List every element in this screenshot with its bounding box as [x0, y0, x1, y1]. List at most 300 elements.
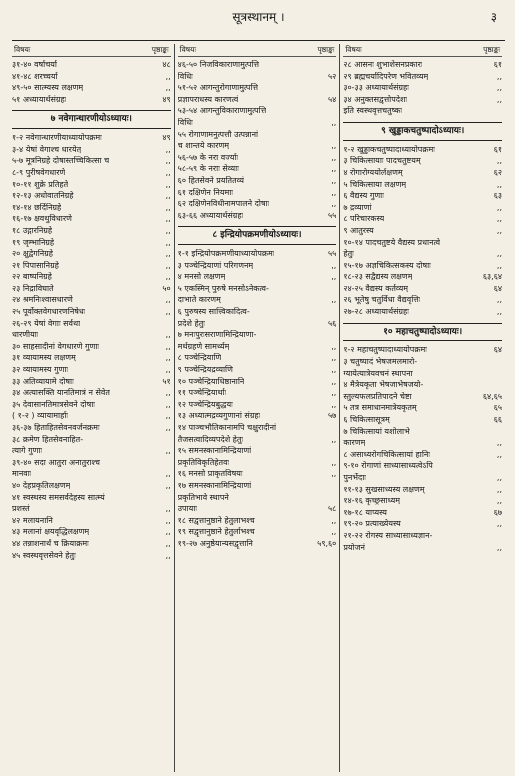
entry-text: १०-१४ पादचतुष्टये वैद्यस्य प्रधानत्वे	[343, 237, 441, 247]
index-entry	[178, 271, 337, 283]
entry-text: च शान्तये कारणम्	[177, 141, 230, 151]
index-entry	[343, 414, 502, 426]
entry-text: २६ भूतेषु चतुर्विधा वैद्यवृत्तिः	[343, 295, 421, 305]
entry-text: दाभाते कारणम्	[177, 295, 221, 305]
index-entry	[343, 94, 502, 106]
entry-text: ६२ दक्षिणेनविधीनामपालने दोषाः	[177, 199, 270, 209]
index-entry	[343, 144, 502, 156]
entry-page: ६४,६५	[482, 391, 503, 401]
entry-text: प्रयोजनं	[343, 542, 365, 552]
entry-page: ५८	[328, 504, 337, 514]
entry-page: ६६	[493, 415, 503, 425]
index-entry	[343, 391, 502, 403]
chapter-heading: ९ खुड्डाकचतुष्पादोऽध्यायः।	[343, 122, 502, 141]
entry-page: ४९	[162, 94, 171, 104]
entry-page: ६२	[493, 167, 503, 177]
entry-text: उपायाः	[177, 504, 197, 514]
entry-page: ५६	[328, 318, 337, 328]
entry-text: ६ पुरुषस्य सात्त्विकादित्व-	[177, 307, 250, 317]
entry-text: ८ पञ्चेन्द्रियाणि	[177, 353, 222, 363]
entry-page: ,,	[165, 156, 171, 166]
index-entry	[343, 179, 502, 191]
entry-page: ,,	[496, 260, 503, 270]
entry-text: २२ बाष्पनिग्रहे	[12, 272, 52, 282]
entry-text: ९ आतुरस्य	[343, 225, 374, 235]
index-entry	[12, 550, 171, 562]
entry-text: मानवाः	[12, 469, 32, 479]
index-entry	[12, 515, 171, 527]
entry-text: ४ रोगारोग्ययोर्लक्षणम्	[343, 167, 403, 177]
entry-text: ६ वैद्यस्य गुणाः	[343, 191, 384, 201]
index-entry	[178, 329, 337, 341]
entry-text: ५१ अध्यायार्थसंग्रहः	[12, 94, 67, 104]
index-entry	[12, 190, 171, 202]
index-entry	[178, 468, 337, 480]
column-body	[178, 59, 337, 550]
entry-text: पुनर्भेदाः	[343, 473, 366, 482]
entry-text: ३ चिकित्सायाः पादचतुष्टयम्	[343, 156, 421, 166]
entry-page: ,,	[331, 117, 337, 127]
index-entry	[178, 538, 337, 550]
entry-page: ,,	[165, 330, 171, 340]
entry-page: ,,	[165, 550, 171, 560]
entry-page: ,,	[165, 191, 171, 201]
entry-page: ,,	[331, 376, 337, 386]
index-entry	[178, 117, 337, 129]
entry-page: ,,	[165, 272, 171, 282]
entry-text: प्रज्ञापराधस्य कारणत्वं	[177, 94, 239, 104]
index-entry	[12, 538, 171, 550]
entry-text: २६-२९ येषां वेगाः सर्वथा	[12, 318, 81, 328]
index-entry	[178, 187, 337, 199]
entry-text: ३०-३३ अध्यायार्थसंग्रहः	[343, 83, 409, 93]
entry-text: २५ पूर्वोक्तवेगधारणनिषेधः	[12, 307, 86, 317]
entry-text: ४६-५० निजविकाराणामुत्पत्ति	[177, 60, 259, 69]
entry-text: ६१ दक्षिणेन नियमाः	[177, 187, 233, 197]
index-entry	[178, 210, 337, 222]
entry-page: ,,	[165, 237, 171, 247]
index-entry	[12, 179, 171, 191]
entry-page: ६५	[493, 403, 503, 413]
entry-page: ,,	[331, 365, 337, 375]
index-entry	[178, 82, 337, 94]
entry-text: १९ सद्वृत्तानुष्ठाने हेतुर्लाभश्च	[177, 527, 255, 537]
entry-page: ,,	[331, 141, 337, 151]
index-entry	[12, 260, 171, 272]
entry-text: ९ पञ्चेन्द्रियद्रव्याणि	[177, 365, 233, 375]
index-entry	[343, 260, 502, 272]
index-entry	[178, 364, 337, 376]
entry-page: ,,	[165, 144, 171, 154]
entry-page: ४९	[162, 133, 171, 143]
entry-text: ३५ देवासानतिमात्रसेवने दोषाः	[12, 399, 95, 409]
entry-page: ,,	[331, 434, 337, 444]
entry-page: ,,	[165, 527, 171, 537]
index-entry	[178, 341, 337, 353]
index-entry	[343, 449, 502, 461]
index-entry	[343, 542, 502, 554]
index-entry	[12, 410, 171, 422]
entry-page: ,,	[331, 527, 337, 537]
entry-text: ५५ रोगाणामनुत्पत्तौ उत्पन्नानां	[177, 129, 259, 139]
entry-text: ३८ क्रमेण हितसेवनाहित-	[12, 434, 84, 444]
index-entry	[343, 495, 502, 507]
entry-text: १-२ नवेगान्धारणीयाध्यायोपक्रमः	[12, 133, 102, 143]
entry-page: ,,	[496, 249, 503, 259]
entry-text: १-१ इन्द्रियोपक्रमणीयाध्यायोपक्रमः	[177, 249, 275, 259]
index-entry	[12, 352, 171, 364]
entry-page: ,,	[331, 152, 337, 162]
entry-text: २७-२८ अध्यायार्थसंग्रहः	[343, 307, 409, 317]
entry-page: ,,	[165, 469, 171, 479]
entry-text: ४४ तन्नाशनार्थं च क्रियाक्रमः	[12, 538, 89, 548]
entry-text: प्रकृतिविकृतिहेतवः	[177, 457, 230, 467]
entry-text: ६० हितसेवने प्रयतितव्यं	[177, 175, 245, 185]
entry-page: ,,	[331, 469, 337, 479]
entry-text: ४ मैत्रेयकृता भेषजाभेषजयो-	[343, 380, 424, 390]
index-entry	[178, 198, 337, 210]
index-entry	[343, 402, 502, 414]
entry-text: ३१ व्यायामस्य लक्षणम्	[12, 353, 76, 363]
index-entry	[178, 318, 337, 330]
index-entry	[12, 237, 171, 249]
index-entry	[343, 356, 502, 368]
entry-page: ५४	[328, 94, 337, 104]
entry-page: ५५	[328, 210, 337, 220]
index-entry	[12, 526, 171, 538]
entry-page: ,,	[496, 71, 503, 81]
page-header	[12, 4, 505, 41]
index-entry	[178, 526, 337, 538]
page-number: ३	[490, 10, 497, 24]
entry-text: कारणम्	[343, 438, 366, 448]
entry-page: ,,	[165, 202, 171, 212]
index-entry	[12, 271, 171, 283]
entry-page: ६१	[493, 60, 503, 69]
index-entry	[178, 352, 337, 364]
chapter-heading: ८ इन्द्रियोपक्रमणीयोऽध्यायः।	[178, 226, 337, 245]
entry-text: १९-२७ अनुष्ठेयान्यसद्वृत्तानि	[177, 538, 253, 548]
index-entry	[343, 472, 502, 484]
entry-text: १४ पाञ्चभौतिकानामपि चक्षुरादीनां	[177, 423, 277, 433]
column-header-page: पृष्ठाङ्कः	[317, 45, 335, 54]
index-entry	[178, 294, 337, 306]
entry-text: ५६-५७ के नरा वर्ज्याः	[177, 152, 239, 162]
entry-text: ३४ अत्यासक्ति यानतिमात्रं न सेवेत	[12, 388, 110, 398]
index-entry	[178, 410, 337, 422]
index-entry	[12, 225, 171, 237]
entry-text: ७ मनःपुरःसराणामिन्द्रियाणा-	[177, 330, 257, 340]
index-entry	[12, 59, 171, 71]
index-entry	[178, 480, 337, 492]
index-entry	[12, 82, 171, 94]
entry-text: ३९-४० सदा आतुरा अनातुराश्च	[12, 457, 100, 467]
entry-text: ३० साहसादीनां वेगधारणे गुणाः	[12, 341, 99, 351]
entry-text: १०-११ शुक्रे प्रतिहते	[12, 179, 69, 189]
index-entry	[343, 59, 502, 71]
column-header-page: पृष्ठाङ्कः	[483, 45, 501, 54]
column-body	[12, 59, 171, 561]
entry-page: ,,	[496, 473, 503, 482]
entry-text: १६-१७ क्षवथुविधारणे	[12, 214, 72, 224]
entry-text: १४-१४ छर्दिनिग्रहे	[12, 202, 62, 212]
entry-page: ६३,६४	[482, 272, 503, 282]
index-entry	[12, 155, 171, 167]
entry-text: ३४ अनुक्तसद्वृत्तोपदेशः	[343, 94, 408, 104]
entry-text: ३१-४० वर्षाचर्या	[12, 60, 58, 69]
index-entry	[178, 163, 337, 175]
entry-text: ३-४ येषां वेगाश्च धारयेत्	[12, 144, 82, 154]
entry-page: ,,	[496, 156, 503, 166]
entry-text: विधिः	[177, 71, 193, 81]
entry-text: २३ निद्राविघाते	[12, 283, 54, 293]
index-entry	[343, 167, 502, 179]
index-entry	[12, 364, 171, 376]
entry-page: ,,	[496, 519, 503, 529]
index-entry	[343, 213, 502, 225]
entry-text: ११-१३ सुखसाध्यस्य लक्षणम्	[343, 484, 425, 494]
entry-page: ,,	[331, 341, 337, 351]
column-header	[178, 44, 337, 57]
index-entry	[178, 71, 337, 83]
entry-page: ,,	[331, 199, 337, 209]
index-entry	[12, 445, 171, 457]
entry-page: ६१	[493, 144, 503, 154]
column-2	[174, 44, 340, 772]
entry-page: ,,	[496, 295, 503, 305]
index-entry	[343, 507, 502, 519]
entry-text: १-२ महाचतुष्पादाध्यायोपक्रमः	[343, 345, 427, 355]
entry-page: ,,	[165, 504, 171, 514]
index-entry	[343, 105, 502, 117]
index-entry	[343, 518, 502, 530]
entry-text: २१ पिपासानिग्रहे	[12, 260, 59, 270]
entry-page: ,,	[165, 167, 171, 177]
entry-text: ५८-५९ के नराः सेव्याः	[177, 164, 239, 174]
entry-text: १२-१३ अधोवातनिग्रहे	[12, 191, 74, 201]
index-entry	[178, 515, 337, 527]
entry-text: प्रदेशे हेतुः	[177, 318, 205, 328]
index-entry	[178, 306, 337, 318]
entry-text: १८ उद्गारनिग्रहे	[12, 225, 53, 235]
column-header-subject: विषयः	[179, 45, 196, 54]
entry-page: ,,	[496, 202, 503, 212]
entry-text: १३ अध्यात्मद्रव्यगुणानां संग्रहः	[177, 411, 261, 421]
index-entry	[343, 294, 502, 306]
entry-page: ६४	[493, 345, 503, 355]
index-entry	[12, 132, 171, 144]
entry-text: ६३-६६ अध्यायार्थसंग्रहः	[177, 210, 244, 220]
entry-page: ,,	[165, 353, 171, 363]
index-entry	[12, 248, 171, 260]
entry-page: ,,	[165, 295, 171, 305]
entry-text: १२ पञ्चेन्द्रियबुद्धयः	[177, 399, 233, 409]
entry-page: ,,	[496, 179, 503, 189]
index-entry	[12, 503, 171, 515]
entry-text: ( १-२ ) व्यायामार्हाः	[12, 411, 69, 421]
entry-page: ५५	[328, 249, 337, 259]
index-entry	[12, 480, 171, 492]
entry-page: ५७	[328, 411, 337, 421]
index-entry	[343, 71, 502, 83]
entry-text: ४२ मलायनानि	[12, 515, 53, 525]
index-entry	[178, 152, 337, 164]
entry-text: २४ श्रमनिःश्वासधारणे	[12, 295, 73, 305]
entry-page: ,,	[496, 496, 503, 506]
entry-page: ,,	[331, 457, 337, 467]
entry-page: ६३	[493, 191, 503, 201]
index-entry	[178, 283, 337, 295]
entry-text: १४-१६ कृच्छ्रसाध्यम्	[343, 496, 401, 506]
index-columns	[12, 44, 505, 772]
entry-text: ५ तत्र समाधानमात्रेयकृतम्	[343, 403, 417, 413]
entry-text: २४-२५ वैद्यस्य कर्तव्यम्	[343, 283, 409, 293]
entry-page: ,,	[165, 83, 171, 93]
index-entry	[12, 399, 171, 411]
entry-page: ,,	[331, 295, 337, 305]
entry-text: ४ मनसो लक्षणम्	[177, 272, 226, 282]
index-entry	[178, 503, 337, 515]
index-entry	[12, 434, 171, 446]
index-entry	[178, 59, 337, 71]
index-entry	[343, 283, 502, 295]
entry-page: ,,	[165, 225, 171, 235]
entry-text: १६ मनसो प्राकृतविषयः	[177, 469, 243, 479]
entry-page: ,,	[165, 423, 171, 433]
entry-text: ५-७ मूत्रनिग्रहे दोषास्तच्चिकित्सा च	[12, 156, 110, 166]
entry-text: ४१ स्वस्थस्य समसर्वदेहस्य सात्म्यं	[12, 492, 105, 502]
entry-page: ४८	[162, 60, 171, 69]
entry-text: २१-२२ रोगस्य साध्यासाध्यज्ञान-	[343, 530, 433, 540]
index-entry	[178, 248, 337, 260]
entry-page: ,,	[165, 515, 171, 525]
entry-text: त्यागे गुणाः	[12, 446, 43, 456]
entry-text: प्रकृतिभावे स्थापने	[177, 492, 229, 502]
entry-page: ,,	[496, 214, 503, 224]
index-entry	[12, 422, 171, 434]
entry-page: ६४	[493, 283, 503, 293]
entry-page: ६७	[493, 507, 503, 517]
entry-text: ३ पञ्चेन्द्रियाणां परिगणनम्	[177, 260, 254, 270]
index-entry	[12, 167, 171, 179]
index-entry	[12, 294, 171, 306]
entry-text: ४१-४८ शरच्चर्या	[12, 71, 58, 81]
column-header-subject: विषयः	[345, 45, 362, 54]
entry-text: ८-९ पुरीषवेगधारणे	[12, 167, 66, 177]
entry-text: ४५ स्वस्थवृत्तसेवने हेतुः	[12, 550, 76, 560]
index-entry	[178, 140, 337, 152]
page-title: सूत्रस्थानम् ।	[232, 10, 285, 24]
index-entry	[12, 213, 171, 225]
entry-text: २८ आसनः शुभाशेसनप्रकारः	[343, 60, 423, 69]
column-header	[12, 44, 171, 57]
chapter-heading: ७ नवेगान्धारणीयोऽध्यायः।	[12, 110, 171, 129]
index-entry	[343, 379, 502, 391]
entry-text: ३६-३७ हिताहितसेवनवर्जनक्रमः	[12, 423, 100, 433]
entry-page: ,,	[165, 538, 171, 548]
entry-text: १७-१८ याप्यस्य	[343, 507, 387, 517]
index-entry	[343, 437, 502, 449]
entry-page: ,,	[331, 353, 337, 363]
index-entry	[12, 318, 171, 330]
entry-page: ,,	[331, 164, 337, 174]
entry-text: १५ समनस्कानामिन्द्रियाणां	[177, 446, 252, 456]
column-header	[343, 44, 502, 57]
entry-page: ,,	[165, 307, 171, 317]
index-entry	[178, 457, 337, 469]
index-entry	[343, 202, 502, 214]
index-entry	[178, 445, 337, 457]
entry-text: ५ एकस्मिन् पुरुषे मनसोऽनेकत्व-	[177, 283, 269, 293]
column-header-page: पृष्ठाङ्कः	[151, 45, 169, 54]
entry-page: ,,	[165, 179, 171, 189]
entry-page: ,,	[331, 260, 337, 270]
entry-page: ,,	[331, 272, 337, 282]
index-entry	[343, 306, 502, 318]
chapter-heading: १० महाचतुष्पादोऽध्यायः।	[343, 323, 502, 342]
index-entry	[12, 492, 171, 504]
entry-page: ,,	[165, 260, 171, 270]
entry-page: ,,	[165, 249, 171, 259]
index-entry	[178, 260, 337, 272]
entry-text: स्तुल्यफलप्रतिपादने चेष्टा	[343, 391, 412, 401]
entry-page: ,,	[496, 83, 503, 93]
column-3	[339, 44, 505, 772]
entry-page: ,,	[331, 388, 337, 398]
index-entry	[178, 422, 337, 434]
entry-page: ,,	[165, 341, 171, 351]
entry-page: ,,	[165, 388, 171, 398]
entry-text: ६ चिकित्सासूत्रम्	[343, 415, 390, 425]
entry-text: विधिः	[177, 117, 193, 127]
entry-text: ३ चतुष्पादं भेषजमलमारो-	[343, 357, 418, 367]
entry-page: ५०	[162, 283, 171, 293]
entry-text: ३२ व्यायामस्य गुणाः	[12, 365, 69, 375]
index-entry	[12, 376, 171, 388]
entry-text: ५ चिकित्साया लक्षणम्	[343, 179, 407, 189]
entry-page: ,,	[165, 480, 171, 490]
entry-text: हेतुः	[343, 249, 354, 259]
entry-text: तैजसत्वादिव्यपदेशे हेतुः	[177, 434, 244, 444]
index-entry	[343, 484, 502, 496]
index-entry	[178, 376, 337, 388]
entry-text: २९ ब्रह्मचर्यादिपरेण भवितव्यम्	[343, 71, 429, 81]
index-entry	[12, 387, 171, 399]
index-entry	[12, 457, 171, 469]
entry-page: ५१	[162, 376, 171, 386]
index-entry	[178, 129, 337, 141]
index-entry	[343, 460, 502, 472]
index-entry	[178, 492, 337, 504]
entry-text: प्रशस्तं	[12, 504, 30, 514]
entry-page: ,,	[496, 449, 503, 459]
entry-text: २० क्षुद्वेगनिग्रहे	[12, 249, 53, 259]
entry-page: ,,	[165, 214, 171, 224]
index-entry	[343, 237, 502, 249]
entry-text: ग्यायेत्यात्रेयवचनं स्थापना	[343, 368, 413, 378]
index-entry	[343, 155, 502, 167]
entry-page: ,,	[165, 399, 171, 409]
entry-text: १० पञ्चेन्द्रियाधिष्ठानानि	[177, 376, 245, 386]
entry-page: ५२	[328, 71, 337, 81]
index-entry	[12, 144, 171, 156]
entry-page: ,,	[165, 365, 171, 375]
entry-text: ८ असाध्यरोगचिकित्सायां हानिः	[343, 449, 430, 459]
entry-text: १-२ खुड्डाकचतुष्पादाध्यायोपक्रमः	[343, 144, 435, 154]
entry-page: ,,	[331, 399, 337, 409]
index-entry	[178, 105, 337, 117]
entry-text: १९ जृम्भानिग्रहे	[12, 237, 55, 247]
